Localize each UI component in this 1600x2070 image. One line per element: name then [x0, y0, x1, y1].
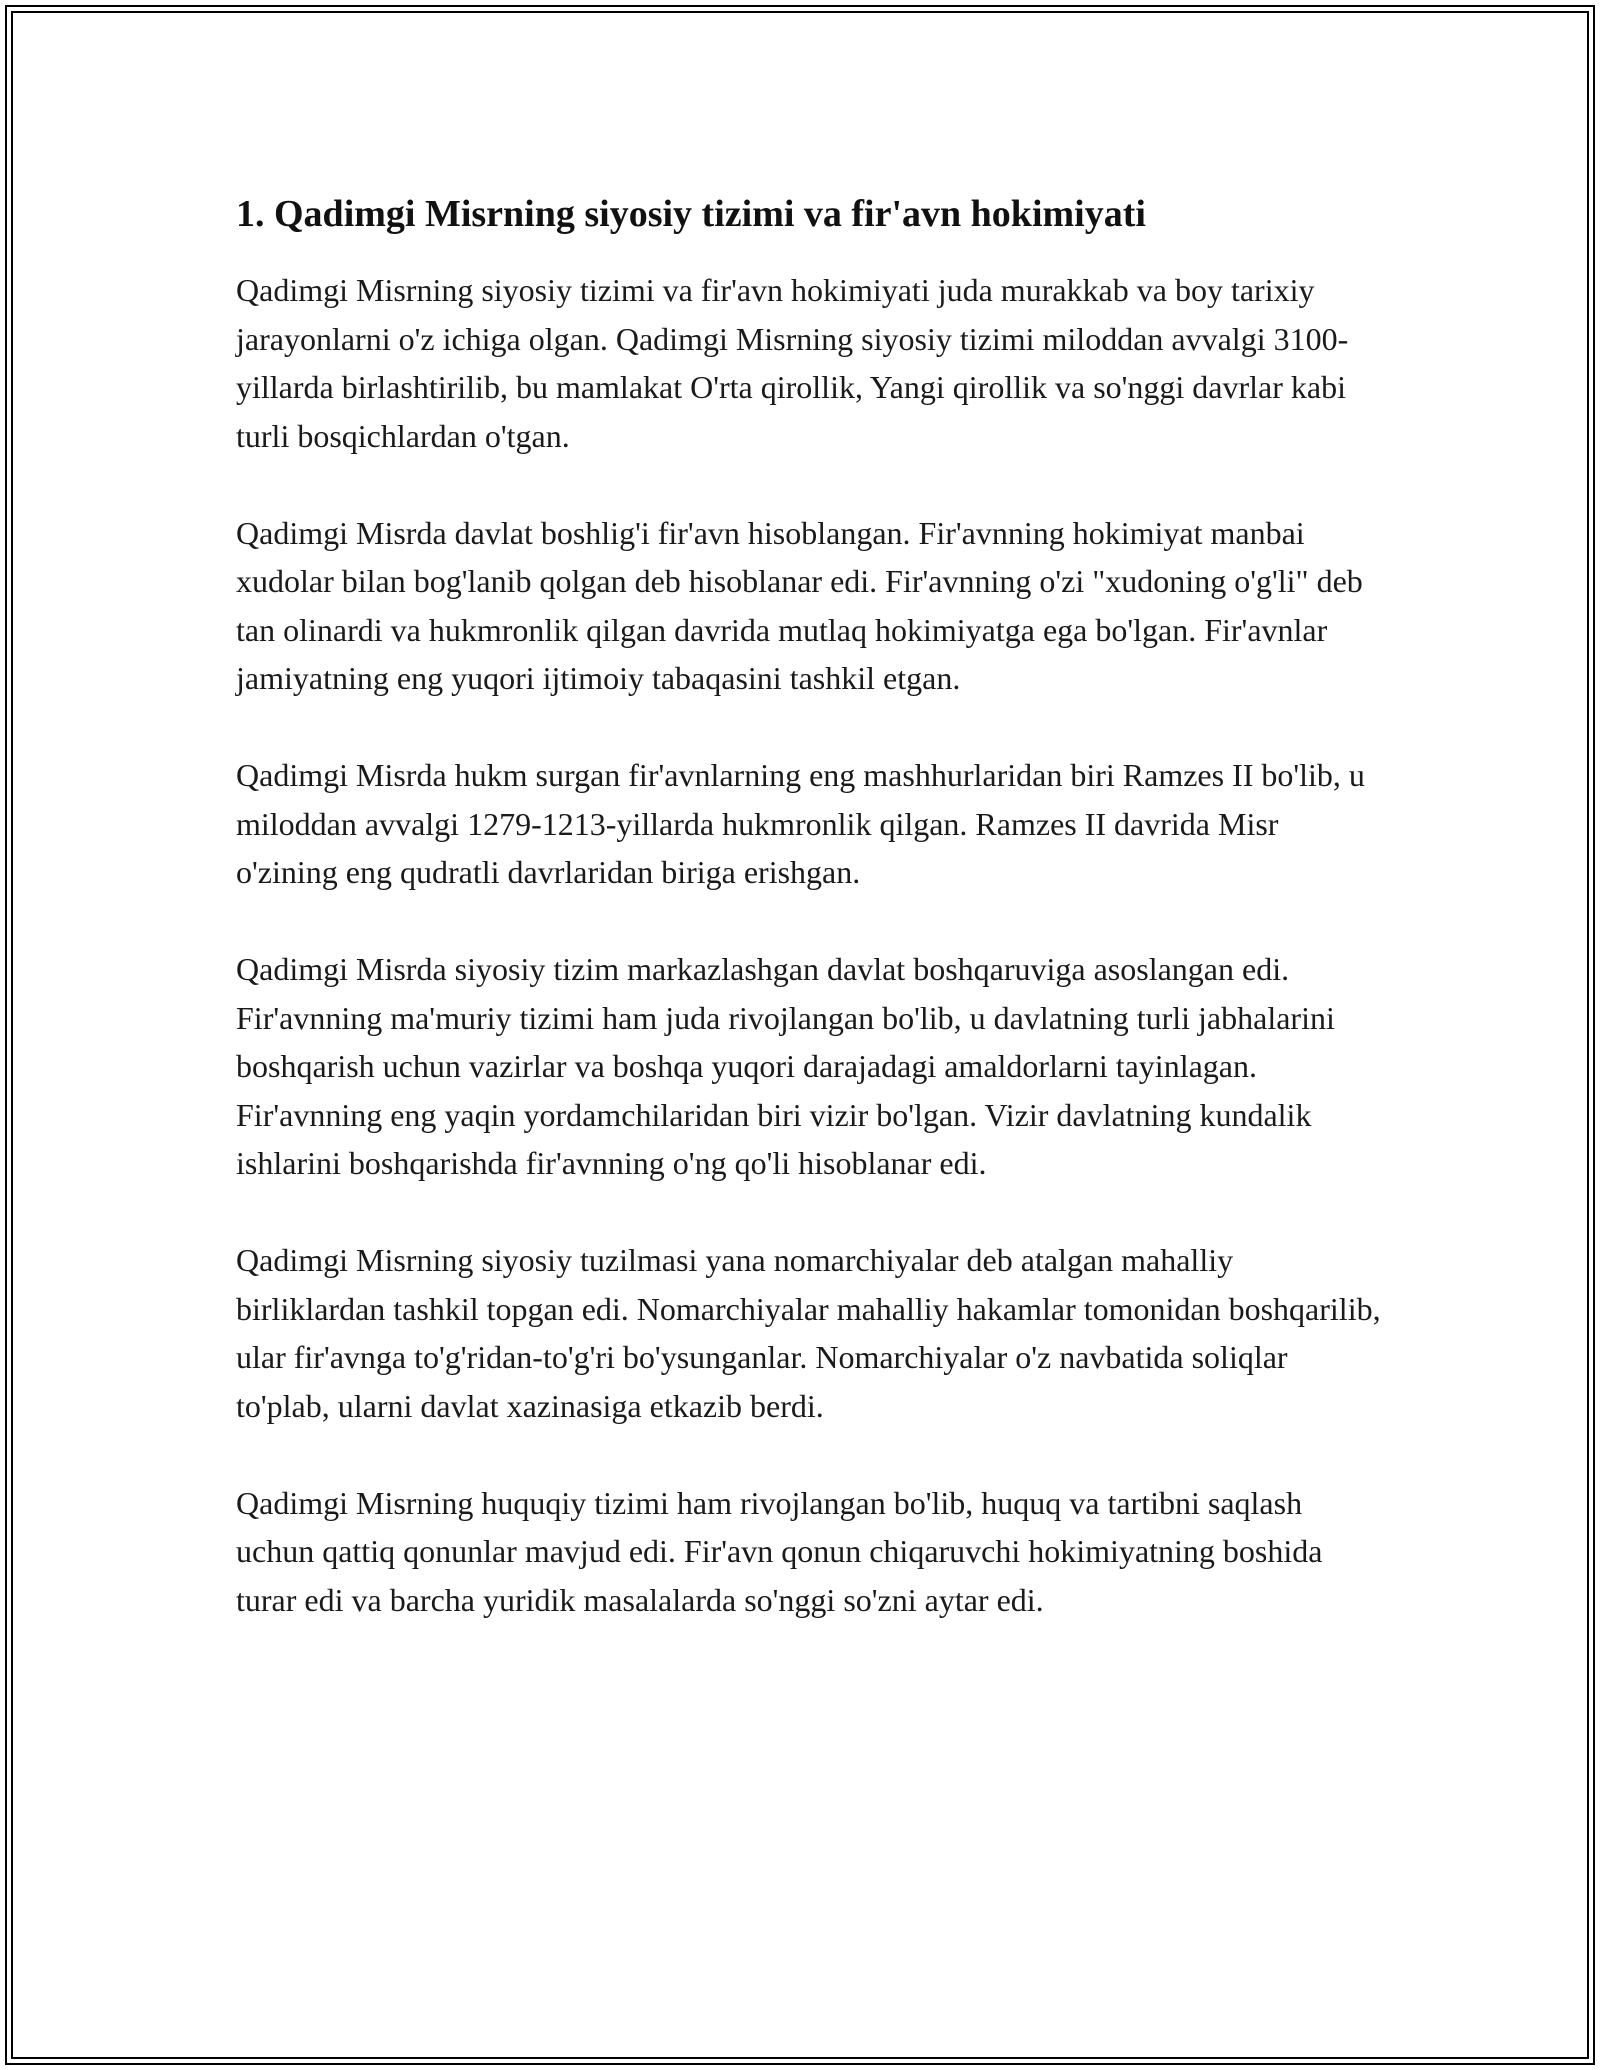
section-heading: 1. Qadimgi Misrning siyosiy tizimi va fir'avn hokimiyati: [236, 193, 1146, 235]
paragraph-2: Qadimgi Misrda davlat boshlig'i fir'avn hisoblangan. Fir'avnning hokimiyat manbai xudolar bilan bog'lanib qolgan deb hisoblanar edi. Fir'avnning o'zi "xudoning o'g'li" deb tan olinardi va hukmronlik qilgan davrida mutlaq hokimiyatga ega bo'lgan. Fir'avnlar jamiyatning eng yuqori ijtimoiy tabaqasini tashkil etgan.: [236, 514, 1363, 696]
document-body: [236, 184, 1388, 1624]
paragraph-1: Qadimgi Misrning siyosiy tizimi va fir'avn hokimiyati juda murakkab va boy tarixiy jarayonlarni o'z ichiga olgan. Qadimgi Misrning siyosiy tizimi miloddan avvalgi 3100-yillarda birlashtirilib, bu mamlakat O'rta qirollik, Yangi qirollik va so'nggi davrlar kabi turli bosqichlardan o'tgan.: [236, 272, 1349, 454]
paragraph-5: Qadimgi Misrning siyosiy tuzilmasi yana nomarchiyalar deb atalgan mahalliy birliklardan tashkil topgan edi. Nomarchiyalar mahalliy hakamlar tomonidan boshqarilib, ular fir'avnga to'g'ridan-to'g'ri bo'ysunganlar. Nomarchiyalar o'z navbatida soliqlar to'plab, ularni davlat xazinasiga etkazib berdi.: [236, 1242, 1381, 1424]
paragraph-6: Qadimgi Misrning huquqiy tizimi ham rivojlangan bo'lib, huquq va tartibni saqlash uchun qattiq qonunlar mavjud edi. Fir'avn qonun chiqaruvchi hokimiyatning boshida turar edi va barcha yuridik masalalarda so'nggi so'zni aytar edi.: [236, 1484, 1323, 1618]
paragraph-3: Qadimgi Misrda hukm surgan fir'avnlarning eng mashhurlaridan biri Ramzes II bo'lib, u miloddan avvalgi 1279-1213-yillarda hukmronlik qilgan. Ramzes II davrida Misr o'zining eng qudratli davrlaridan biriga erishgan.: [236, 757, 1365, 890]
paragraph-4: Qadimgi Misrda siyosiy tizim markazlashgan davlat boshqaruviga asoslangan edi. Fir'avnning ma'muriy tizimi ham juda rivojlangan bo'lib, u davlatning turli jabhalarini boshqarish uchun vazirlar va boshqa yuqori darajadagi amaldorlarni tayinlagan. Fir'avnning eng yaqin yordamchilaridan biri vizir bo'lgan. Vizir davlatning kundalik ishlarini boshqarishda fir'avnning o'ng qo'li hisoblanar edi.: [236, 951, 1335, 1181]
